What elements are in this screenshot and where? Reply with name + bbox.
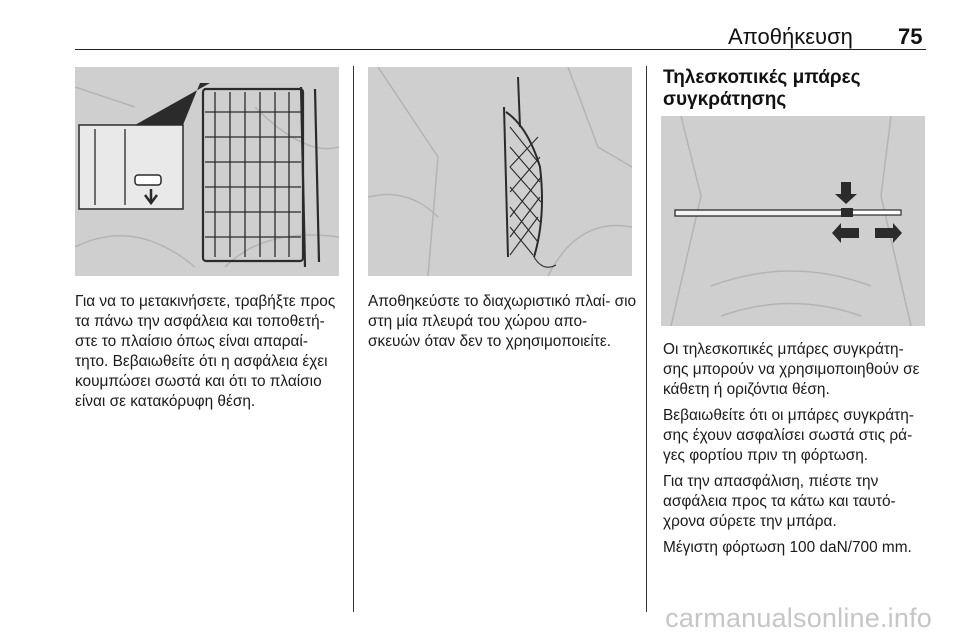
cargo-net-latch-illustration (75, 67, 339, 276)
column-divider-right (646, 66, 647, 612)
column1-paragraph: Για να το μετακινήσετε, τραβήξτε προς τα πάνω την ασφάλεια και τοποθετή- στε το πλαίσιο όπως είναι απαραί- τητο. Βεβαιωθείτε ότι η ασφάλεια έχει κουμπώσει σωστά και ότι το πλαίσιο είναι σε κατακόρυφη θέση. (75, 293, 336, 410)
header-divider (75, 49, 926, 50)
section-title-telescopic-bars: Τηλεσκοπικές μπάρες συγκράτησης (663, 67, 861, 110)
column-divider-left (353, 66, 354, 612)
column3-paragraph-2: Βεβαιωθείτε ότι οι μπάρες συγκράτη- σης έχουν ασφαλίσει σωστά στις ρά- γες φορτίου πριν τη φόρτωση. (663, 407, 914, 464)
page-header-title: Αποθήκευση (728, 24, 853, 49)
column2-paragraph: Αποθηκεύστε το διαχωριστικό πλαί- σιο στη μία πλευρά του χώρου απο- σκευών όταν δεν το χρησιμοποιείτε. (368, 293, 637, 350)
column3-text-block (663, 340, 933, 564)
column3-paragraph-1: Οι τηλεσκοπικές μπάρες συγκράτη- σης μπορούν να χρησιμοποιηθούν σε κάθετη ή οριζόντια θέση. (663, 341, 920, 398)
stored-partition-illustration (368, 67, 632, 276)
telescopic-bar-illustration (661, 116, 925, 326)
watermark: carmanualsonline.info (665, 603, 932, 633)
column3-paragraph-3: Για την απασφάλιση, πιέστε την ασφάλεια προς τα κάτω και ταυτό- χρονα σύρετε την μπάρα. (663, 473, 896, 530)
column3-paragraph-4: Μέγιστη φόρτωση 100 daN/700 mm. (663, 539, 912, 556)
page-number: 75 (898, 24, 923, 49)
